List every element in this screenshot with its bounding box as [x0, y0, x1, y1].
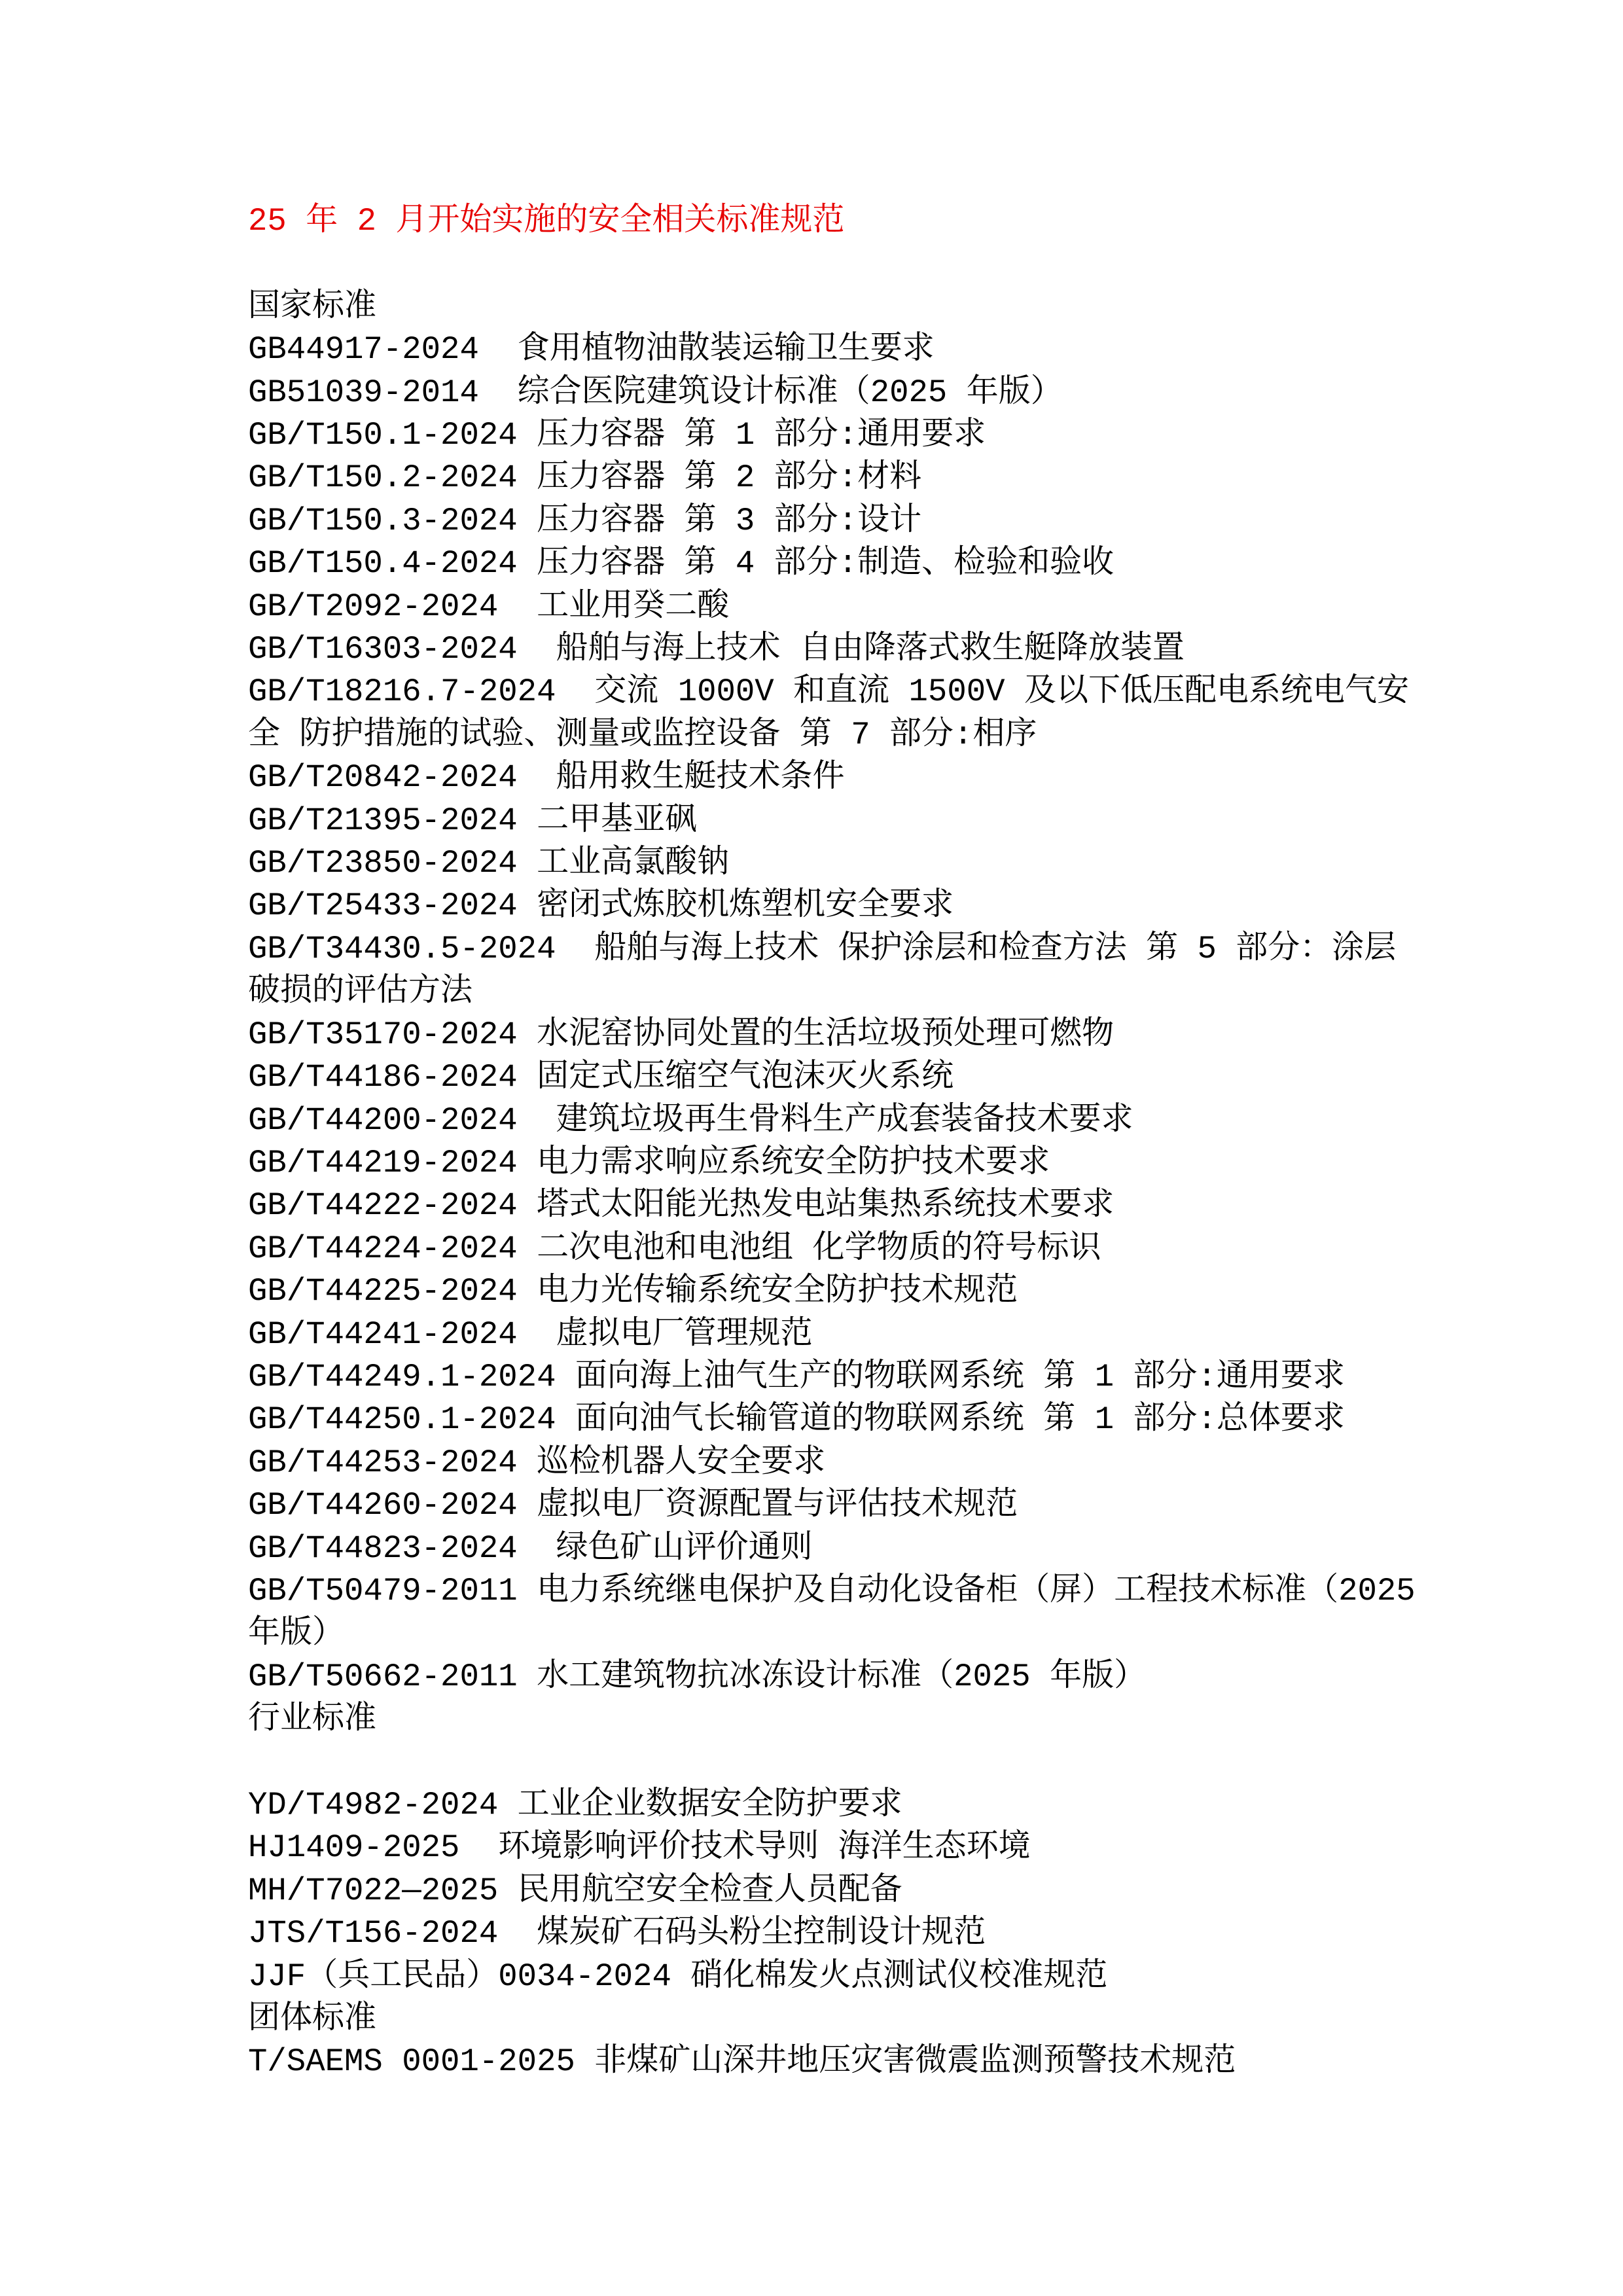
- section-heading-national: 国家标准: [248, 288, 377, 325]
- national-standards-section: [248, 286, 1435, 1698]
- standard-item: GB/T44222-2024 塔式太阳能光热发电站集热系统技术要求: [248, 1187, 1115, 1225]
- document-body: [248, 200, 1435, 2084]
- standard-item: JJF（兵工民品）0034-2024 硝化棉发火点测试仪校准规范: [248, 1958, 1108, 1995]
- standard-item: GB/T44186-2024 固定式压缩空气泡沫灭火系统: [248, 1059, 954, 1096]
- standard-item: GB/T50662-2011 水工建筑物抗冰冻设计标准（2025 年版）: [248, 1658, 1147, 1695]
- document-title: 25 年 2 月开始实施的安全相关标准规范: [248, 203, 845, 240]
- standard-item: GB/T44823-2024 绿色矿山评价通则: [248, 1530, 813, 1567]
- standard-item: GB/T25433-2024 密闭式炼胶机炼塑机安全要求: [248, 888, 954, 925]
- standard-item: JTS/T156-2024 煤炭矿石码头粉尘控制设计规范: [248, 1915, 986, 1952]
- section-heading-group: 团体标准: [248, 2001, 377, 2038]
- standard-item: GB/T150.3-2024 压力容器 第 3 部分:设计: [248, 502, 922, 539]
- standard-item: GB/T150.1-2024 压力容器 第 1 部分:通用要求: [248, 417, 986, 454]
- standard-item: GB/T20842-2024 船用救生艇技术条件: [248, 759, 845, 797]
- standard-item: GB/T44249.1-2024 面向海上油气生产的物联网系统 第 1 部分:通用要求: [248, 1358, 1345, 1395]
- section-heading-industry: 行业标准: [248, 1701, 377, 1738]
- standard-item: GB/T44219-2024 电力需求响应系统安全防护技术要求: [248, 1144, 1050, 1181]
- standard-item: GB/T150.4-2024 压力容器 第 4 部分:制造、检验和验收: [248, 545, 1115, 583]
- standard-item: GB/T44260-2024 虚拟电厂资源配置与评估技术规范: [248, 1487, 1018, 1524]
- standard-item: GB/T18216.7-2024 交流 1000V 和直流 1500V 及以下低压配电系统电气安全 防护措施的试验、测量或监控设备 第 7 部分:相序: [248, 673, 1409, 753]
- standard-item: GB51039-2014 综合医院建筑设计标准（2025 年版）: [248, 374, 1063, 411]
- standard-item: T/SAEMS 0001-2025 非煤矿山深井地压灾害微震监测预警技术规范: [248, 2043, 1236, 2081]
- standard-item: GB/T50479-2011 电力系统继电保护及自动化设备柜（屏）工程技术标准（2025 年版）: [248, 1572, 1435, 1653]
- industry-standards-section: [248, 1698, 1419, 1998]
- standard-item: HJ1409-2025 环境影响评价技术导则 海洋生态环境: [248, 1829, 1031, 1867]
- standard-item: GB44917-2024 食用植物油散装运输卫生要求: [248, 331, 935, 368]
- standard-item: GB/T44200-2024 建筑垃圾再生骨料生产成套装备技术要求: [248, 1102, 1133, 1139]
- standard-item: GB/T150.2-2024 压力容器 第 2 部分:材料: [248, 459, 922, 497]
- standard-item: MH/T7022—2025 民用航空安全检查人员配备: [248, 1872, 902, 1909]
- standard-item: YD/T4982-2024 工业企业数据安全防护要求: [248, 1787, 902, 1823]
- standard-item: GB/T44250.1-2024 面向油气长输管道的物联网系统 第 1 部分:总体要求: [248, 1401, 1345, 1439]
- standard-item: GB/T2092-2024 工业用癸二酸: [248, 588, 730, 625]
- standard-item: GB/T44224-2024 二次电池和电池组 化学物质的符号标识: [248, 1230, 1101, 1267]
- standard-item: GB/T35170-2024 水泥窑协同处置的生活垃圾预处理可燃物: [248, 1016, 1115, 1053]
- standard-item: GB/T44225-2024 电力光传输系统安全防护技术规范: [248, 1273, 1018, 1310]
- standard-item: GB/T44241-2024 虚拟电厂管理规范: [248, 1316, 813, 1353]
- standard-item: GB/T23850-2024 工业高氯酸钠: [248, 845, 730, 882]
- standard-item: GB/T34430.5-2024 船舶与海上技术 保护涂层和检查方法 第 5 部分：涂层破损的评估方法: [248, 930, 1397, 1011]
- standard-item: GB/T16303-2024 船舶与海上技术 自由降落式救生艇降放装置: [248, 631, 1185, 668]
- standard-item: GB/T44253-2024 巡检机器人安全要求: [248, 1444, 826, 1481]
- standard-item: GB/T21395-2024 二甲基亚砜: [248, 802, 698, 839]
- group-standards-section: [248, 1998, 1419, 2084]
